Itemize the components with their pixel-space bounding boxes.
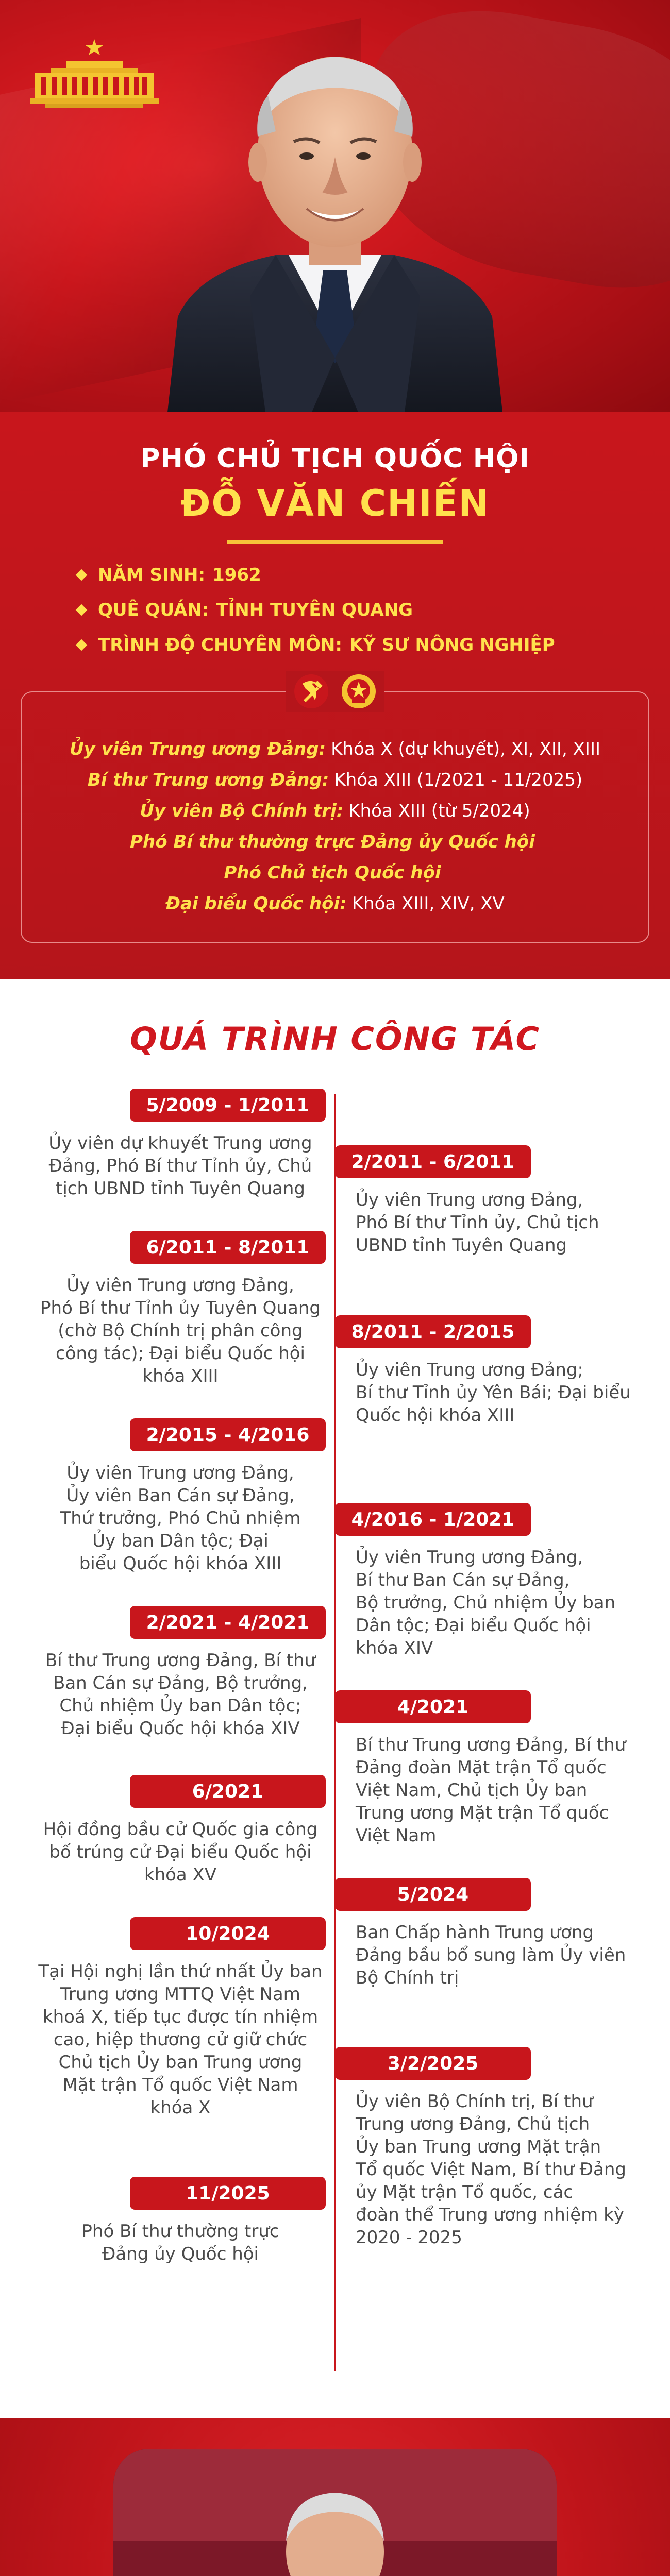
description-line: Ban Chấp hành Trung ương [356, 1922, 594, 1943]
description-line: Ủy viên Trung ương Đảng, [356, 1190, 583, 1210]
profile-facts [77, 565, 593, 655]
timeline-axis [334, 1094, 336, 2371]
role-line [32, 893, 638, 914]
description-line: Quốc hội khóa XIII [356, 1405, 515, 1426]
portrait-photo [157, 28, 513, 412]
role-line [32, 832, 638, 852]
fact-value: TỈNH TUYÊN QUANG [216, 600, 413, 620]
timeline-description [356, 1921, 644, 1989]
description-line: đoàn thể Trung ương nhiệm kỳ [356, 2205, 624, 2225]
timeline-description [356, 1359, 644, 1427]
profile-name: ĐỖ VĂN CHIẾN [180, 482, 490, 524]
timeline-date-badge: 2/2021 - 4/2021 [130, 1606, 326, 1639]
description-line: Ủy viên Trung ương Đảng, [66, 1463, 294, 1483]
description-line: Ủy viên Bộ Chính trị, Bí thư [356, 2091, 593, 2112]
description-line: Đảng, Phó Bí thư Tỉnh ủy, Chủ [48, 1156, 312, 1176]
national-assembly-building-icon [30, 36, 159, 113]
description-line: Ban Cán sự Đảng, Bộ trưởng, [53, 1673, 308, 1693]
description-line: Ủy ban Trung ương Mặt trận [356, 2137, 601, 2157]
timeline-description [36, 1818, 325, 1886]
star-icon [86, 39, 103, 55]
description-line: Ủy viên Trung ương Đảng; [356, 1360, 583, 1380]
timeline-description [36, 1960, 325, 2119]
description-line: Chủ tịch Ủy ban Trung ương [58, 2052, 303, 2073]
description-line: tịch UBND tỉnh Tuyên Quang [56, 1178, 305, 1199]
description-line: Bí thư Trung ương Đảng, Bí thư [356, 1735, 626, 1755]
description-line: Hội đồng bầu cử Quốc gia công [43, 1819, 318, 1840]
role-detail: Khóa XIII, XIV, XV [351, 893, 505, 914]
description-line: Đảng ủy Quốc hội [102, 2244, 259, 2264]
diamond-bullet-icon [76, 639, 88, 651]
role-detail: Khóa X (dự khuyết), XI, XII, XIII [331, 739, 600, 759]
description-line: Phó Bí thư Tỉnh ủy Tuyên Quang [40, 1298, 321, 1318]
role-detail: Khóa XIII (từ 5/2024) [348, 801, 530, 821]
description-line: Bí thư Trung ương Đảng, Bí thư [45, 1650, 316, 1671]
description-line: Bộ Chính trị [356, 1968, 459, 1988]
timeline-date-badge: 11/2025 [130, 2177, 326, 2210]
timeline-date-badge: 2/2011 - 6/2011 [335, 1145, 531, 1178]
role-line [32, 801, 638, 821]
fact-item [77, 565, 593, 585]
description-line: Ủy viên dự khuyết Trung ương [48, 1133, 312, 1154]
role-detail: Khóa XIII (1/2021 - 11/2025) [334, 770, 583, 790]
description-line: khóa X [150, 2097, 211, 2118]
timeline-date-badge: 3/2/2025 [335, 2047, 531, 2080]
description-line: Đảng đoàn Mặt trận Tổ quốc [356, 1757, 607, 1778]
role-title: Ủy viên Bộ Chính trị: [140, 801, 344, 821]
hero-banner [0, 0, 670, 412]
description-line: khóa XV [144, 1865, 217, 1885]
fact-item [77, 600, 593, 620]
description-line: Trung ương MTTQ Việt Nam [60, 1984, 300, 2005]
timeline-description [36, 2220, 325, 2265]
timeline-date-badge: 5/2024 [335, 1878, 531, 1911]
role-line [32, 862, 638, 883]
timeline-description [36, 1649, 325, 1740]
description-line: Việt Nam, Chủ tịch Ủy ban [356, 1780, 588, 1801]
description-line: cao, hiệp thương cử giữ chức [53, 2029, 308, 2050]
timeline-description [356, 1734, 644, 1847]
hammer-sickle-icon [293, 673, 329, 709]
timeline-date-badge: 6/2011 - 8/2011 [130, 1231, 326, 1264]
timeline-description [36, 1462, 325, 1575]
description-line: Dân tộc; Đại biểu Quốc hội [356, 1615, 591, 1636]
timeline-description [356, 1546, 644, 1659]
description-line: Ủy viên Ban Cán sự Đảng, [66, 1485, 295, 1506]
fact-value: KỸ SƯ NÔNG NGHIỆP [349, 635, 555, 655]
roles-icons [286, 671, 384, 712]
fact-item [77, 635, 593, 655]
description-line: Việt Nam [356, 1825, 437, 1846]
description-line: Trung ương Đảng, Chủ tịch [356, 2114, 590, 2134]
description-line: Đảng bầu bổ sung làm Ủy viên [356, 1945, 626, 1965]
role-title: Ủy viên Trung ương Đảng: [69, 739, 326, 759]
roles-panel [21, 691, 649, 943]
timeline-date-badge: 4/2021 [335, 1690, 531, 1723]
timeline-date-badge: 2/2015 - 4/2016 [130, 1418, 326, 1451]
footer-section [0, 2418, 670, 2576]
timeline-date-badge: 6/2021 [130, 1775, 326, 1808]
profile-section [0, 412, 670, 979]
description-line: Chủ nhiệm Ủy ban Dân tộc; [59, 1696, 301, 1716]
description-line: biểu Quốc hội khóa XIII [79, 1553, 282, 1574]
description-line: khóa XIII [142, 1366, 219, 1386]
career-section [0, 979, 670, 2418]
description-line: Tổ quốc Việt Nam, Bí thư Đảng [356, 2159, 626, 2180]
description-line: công tác); Đại biểu Quốc hội [56, 1343, 305, 1364]
description-line: Phó Bí thư Tỉnh ủy, Chủ tịch [356, 1212, 599, 1233]
description-line: Mặt trận Tổ quốc Việt Nam [62, 2075, 298, 2095]
description-line: Phó Bí thư thường trực [81, 2221, 279, 2242]
description-line: Trung ương Mặt trận Tổ quốc [356, 1803, 609, 1823]
roles-box [21, 691, 649, 943]
description-line: Đại biểu Quốc hội khóa XIV [61, 1718, 300, 1739]
diamond-bullet-icon [76, 604, 88, 616]
fact-label: NĂM SINH: [98, 565, 206, 585]
description-line: 2020 - 2025 [356, 2227, 462, 2248]
diamond-bullet-icon [76, 569, 88, 581]
role-title: Phó Bí thư thường trực Đảng ủy Quốc hội [130, 832, 535, 852]
timeline-date-badge: 10/2024 [130, 1917, 326, 1950]
description-line: Bí thư Ban Cán sự Đảng, [356, 1570, 570, 1590]
role-title: Đại biểu Quốc hội: [165, 893, 347, 914]
role-line [32, 739, 638, 759]
description-line: khoá X, tiếp tục được tín nhiệm [42, 2007, 319, 2027]
fact-label: TRÌNH ĐỘ CHUYÊN MÔN: [98, 635, 342, 655]
timeline-description [356, 2090, 644, 2249]
timeline-date-badge: 4/2016 - 1/2021 [335, 1503, 531, 1536]
profile-subtitle: PHÓ CHỦ TỊCH QUỐC HỘI [140, 443, 530, 474]
role-line [32, 770, 638, 790]
description-line: ủy Mặt trận Tổ quốc, các [356, 2182, 574, 2202]
assembly-photo [113, 2449, 557, 2576]
description-line: khóa XIV [356, 1638, 433, 1658]
timeline-description [36, 1132, 325, 1200]
timeline-date-badge: 8/2011 - 2/2015 [335, 1315, 531, 1348]
career-timeline [0, 1078, 670, 2377]
national-emblem-icon [341, 673, 377, 709]
timeline-description [36, 1274, 325, 1387]
fact-value: 1962 [212, 565, 261, 585]
description-line: Bí thư Tỉnh ủy Yên Bái; Đại biểu [356, 1382, 631, 1403]
divider [227, 540, 443, 544]
timeline-description [356, 1189, 644, 1257]
description-line: Thứ trưởng, Phó Chủ nhiệm [60, 1508, 301, 1529]
fact-label: QUÊ QUÁN: [98, 600, 209, 620]
career-title: QUÁ TRÌNH CÔNG TÁC [130, 1020, 540, 1058]
description-line: Ủy ban Dân tộc; Đại [92, 1531, 269, 1551]
description-line: Bộ trưởng, Chủ nhiệm Ủy ban [356, 1592, 616, 1613]
role-title: Phó Chủ tịch Quốc hội [224, 862, 441, 883]
description-line: bố trúng cử Đại biểu Quốc hội [49, 1842, 312, 1862]
description-line: (chờ Bộ Chính trị phân công [58, 1320, 303, 1341]
description-line: Ủy viên Trung ương Đảng, [356, 1547, 583, 1568]
description-line: Ủy viên Trung ương Đảng, [66, 1275, 294, 1296]
role-title: Bí thư Trung ương Đảng: [87, 770, 329, 790]
description-line: UBND tỉnh Tuyên Quang [356, 1235, 567, 1256]
timeline-date-badge: 5/2009 - 1/2011 [130, 1089, 326, 1122]
description-line: Tại Hội nghị lần thứ nhất Ủy ban [38, 1961, 323, 1982]
